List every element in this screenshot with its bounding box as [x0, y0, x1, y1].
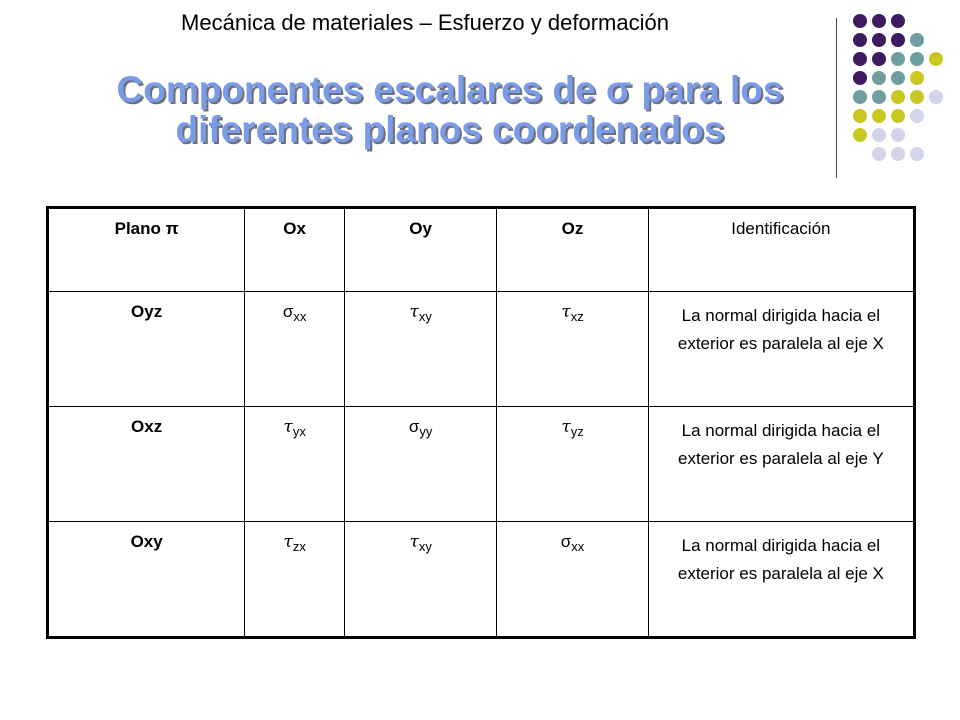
- component-cell: [344, 292, 496, 407]
- title-line-2: diferentes planos coordenados: [175, 109, 725, 150]
- subscript: yy: [419, 424, 433, 439]
- decor-dot: [891, 71, 905, 85]
- symbol: τ: [283, 532, 293, 552]
- decor-dot: [910, 147, 924, 161]
- symbol: σ: [408, 417, 420, 436]
- decor-dot: [853, 109, 867, 123]
- title-line-1: Componentes escalares de σ para los: [116, 69, 784, 110]
- subscript: xz: [570, 309, 584, 324]
- component-cell: [344, 522, 496, 638]
- decor-dot: [872, 109, 886, 123]
- decor-dot: [891, 14, 905, 28]
- decor-dot: [872, 14, 886, 28]
- decor-dot: [872, 33, 886, 47]
- subscript: xy: [418, 309, 432, 324]
- component-cell: [497, 407, 648, 522]
- plane-cell: Oyz: [48, 292, 245, 407]
- decor-dot: [853, 52, 867, 66]
- plane-cell: Oxy: [48, 522, 245, 638]
- slide-title: [40, 70, 860, 150]
- decor-dot: [872, 147, 886, 161]
- subscript: xx: [293, 309, 307, 324]
- subscript: zx: [292, 539, 306, 554]
- component-cell: [497, 522, 648, 638]
- header-oz: Oz: [497, 208, 648, 292]
- component-cell: [245, 292, 345, 407]
- symbol: σ: [560, 532, 572, 551]
- decorative-divider: [836, 18, 837, 178]
- symbol: τ: [409, 532, 419, 552]
- component-cell: [245, 407, 345, 522]
- decor-dot: [910, 52, 924, 66]
- decor-dot: [910, 109, 924, 123]
- slide-subtitle: Mecánica de materiales – Esfuerzo y deformación: [181, 10, 669, 35]
- decor-dot: [891, 109, 905, 123]
- identification-cell: La normal dirigida hacia el exterior es paralela al eje X: [648, 292, 914, 407]
- decor-dot: [872, 90, 886, 104]
- identification-cell: La normal dirigida hacia el exterior es paralela al eje Y: [648, 407, 914, 522]
- decor-dot: [891, 147, 905, 161]
- subscript: yx: [292, 424, 306, 439]
- symbol: τ: [283, 417, 293, 437]
- decor-dot: [872, 71, 886, 85]
- component-cell: [245, 522, 345, 638]
- symbol: σ: [282, 302, 294, 321]
- component-cell: [344, 407, 496, 522]
- decor-dot: [853, 33, 867, 47]
- plane-cell: Oxz: [48, 407, 245, 522]
- decor-dot: [929, 90, 943, 104]
- table-row: [48, 407, 915, 522]
- decor-dot: [891, 128, 905, 142]
- decor-dot: [891, 33, 905, 47]
- decor-dot: [853, 71, 867, 85]
- subscript: xx: [571, 539, 585, 554]
- decor-dot: [872, 52, 886, 66]
- decor-dot: [853, 90, 867, 104]
- header-ox: Ox: [245, 208, 345, 292]
- decor-dot: [910, 90, 924, 104]
- decor-dot: [929, 52, 943, 66]
- symbol: τ: [409, 302, 419, 322]
- decor-dot: [872, 128, 886, 142]
- identification-cell: La normal dirigida hacia el exterior es paralela al eje X: [648, 522, 914, 638]
- decor-dot: [853, 128, 867, 142]
- symbol: τ: [561, 302, 571, 322]
- stress-components-table: [46, 206, 916, 639]
- table-row: [48, 292, 915, 407]
- table-header-row: [48, 208, 915, 292]
- decor-dot: [853, 14, 867, 28]
- decor-dot: [891, 52, 905, 66]
- subscript: yz: [570, 424, 584, 439]
- decor-dot: [910, 33, 924, 47]
- subscript: xy: [418, 539, 432, 554]
- symbol: τ: [561, 417, 571, 437]
- header-oy: Oy: [344, 208, 496, 292]
- header-plane: Plano π: [48, 208, 245, 292]
- decor-dot: [891, 90, 905, 104]
- component-cell: [497, 292, 648, 407]
- header-identificacion: Identificación: [648, 208, 914, 292]
- decor-dot: [910, 71, 924, 85]
- table-row: [48, 522, 915, 638]
